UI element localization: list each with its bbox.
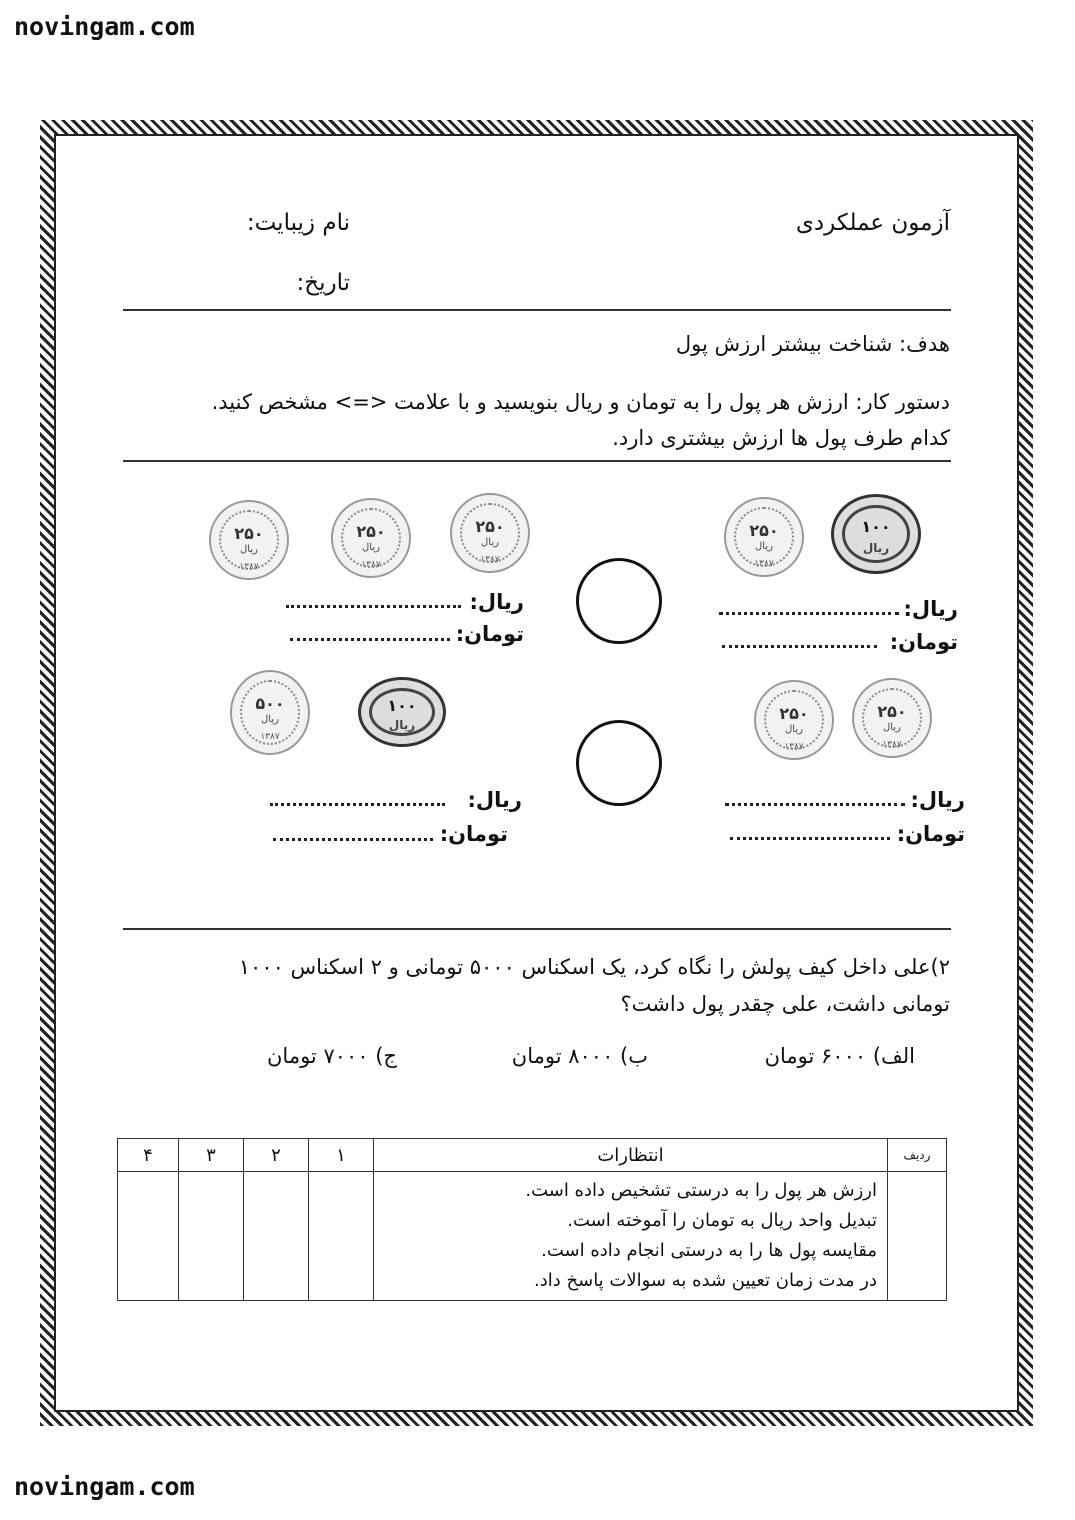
coin-250: ۲۵۰ ریال ۱۳۸۷ bbox=[852, 678, 932, 758]
criterion: در مدت زمان تعیین شده به سوالات پاسخ داد. bbox=[534, 1270, 877, 1291]
evaluation-table bbox=[117, 1138, 947, 1301]
option-c[interactable]: ج) ۷۰۰۰ تومان bbox=[267, 1044, 397, 1068]
rial-label: ریال: bbox=[467, 788, 522, 812]
name-label: نام زیبایت: bbox=[246, 210, 350, 236]
watermark-top: novingam.com bbox=[14, 12, 195, 41]
rial-label: ریال: bbox=[469, 590, 524, 614]
coin-250: ۲۵۰ ریال ۱۳۸۷ bbox=[209, 500, 289, 580]
instruction-line-1: دستور کار: ارزش هر پول را به تومان و ریال بنویسید و با علامت <=> مشخص کنید. bbox=[211, 390, 950, 414]
coin-500: ۵۰۰ ریال ۱۳۸۷ bbox=[230, 670, 310, 755]
compare-circle-2[interactable] bbox=[576, 720, 662, 806]
expectations-header: انتظارات bbox=[374, 1139, 888, 1172]
coin-250: ۲۵۰ ریال ۱۳۸۷ bbox=[331, 498, 411, 578]
criterion: ارزش هر پول را به درستی تشخیص داده است. bbox=[525, 1180, 877, 1201]
coin-250: ۲۵۰ ریال ۱۳۸۷ bbox=[450, 493, 530, 573]
criterion: مقایسه پول ها را به درستی انجام داده است. bbox=[541, 1240, 877, 1261]
toman-answer-blank[interactable] bbox=[722, 645, 877, 648]
divider bbox=[123, 460, 951, 462]
coin-100: ۱۰۰ ریال bbox=[358, 677, 446, 747]
rial-answer-blank[interactable] bbox=[719, 612, 899, 615]
divider bbox=[123, 928, 951, 930]
score-header-3: ۳ bbox=[179, 1139, 244, 1172]
coin-100: ۱۰۰ ریال bbox=[831, 494, 921, 574]
toman-answer-blank[interactable] bbox=[290, 638, 450, 641]
score-cell-4[interactable] bbox=[118, 1172, 179, 1301]
option-a[interactable]: الف) ۶۰۰۰ تومان bbox=[764, 1044, 915, 1068]
instruction-line-2: کدام طرف پول ها ارزش بیشتری دارد. bbox=[612, 426, 950, 450]
score-header-2: ۲ bbox=[244, 1139, 309, 1172]
criterion: تبدیل واحد ریال به تومان را آموخته است. bbox=[567, 1210, 877, 1231]
row-number-cell bbox=[888, 1172, 947, 1301]
score-cell-1[interactable] bbox=[309, 1172, 374, 1301]
toman-label: تومان: bbox=[889, 630, 958, 654]
criteria-cell bbox=[374, 1172, 888, 1301]
divider bbox=[123, 309, 951, 311]
goal-text: هدف: شناخت بیشتر ارزش پول bbox=[675, 332, 950, 356]
rial-answer-blank[interactable] bbox=[725, 803, 905, 806]
compare-circle-1[interactable] bbox=[576, 558, 662, 644]
rial-label: ریال: bbox=[903, 597, 958, 621]
rial-answer-blank[interactable] bbox=[286, 605, 461, 608]
toman-label: تومان: bbox=[455, 622, 524, 646]
score-header-4: ۴ bbox=[118, 1139, 179, 1172]
date-label: تاریخ: bbox=[296, 270, 350, 296]
rial-answer-blank[interactable] bbox=[270, 803, 445, 806]
question-2-line-2: تومانی داشت، علی چقدر پول داشت؟ bbox=[620, 992, 950, 1016]
coin-250: ۲۵۰ ریال ۱۳۸۷ bbox=[754, 680, 834, 760]
score-cell-2[interactable] bbox=[244, 1172, 309, 1301]
watermark-bottom: novingam.com bbox=[14, 1472, 195, 1501]
score-cell-3[interactable] bbox=[179, 1172, 244, 1301]
toman-label: تومان: bbox=[439, 822, 508, 846]
page-title: آزمون عملکردی bbox=[795, 210, 950, 236]
score-header-1: ۱ bbox=[309, 1139, 374, 1172]
coin-250: ۲۵۰ ریال ۱۳۸۷ bbox=[724, 497, 804, 577]
toman-label: تومان: bbox=[896, 822, 965, 846]
toman-answer-blank[interactable] bbox=[273, 838, 433, 841]
rial-label: ریال: bbox=[910, 788, 965, 812]
question-2-line-1: ۲)علی داخل کیف پولش را نگاه کرد، یک اسکناس ۵۰۰۰ تومانی و ۲ اسکناس ۱۰۰۰ bbox=[238, 955, 950, 979]
toman-answer-blank[interactable] bbox=[730, 837, 890, 840]
row-header: ردیف bbox=[888, 1139, 947, 1172]
option-b[interactable]: ب) ۸۰۰۰ تومان bbox=[511, 1044, 648, 1068]
